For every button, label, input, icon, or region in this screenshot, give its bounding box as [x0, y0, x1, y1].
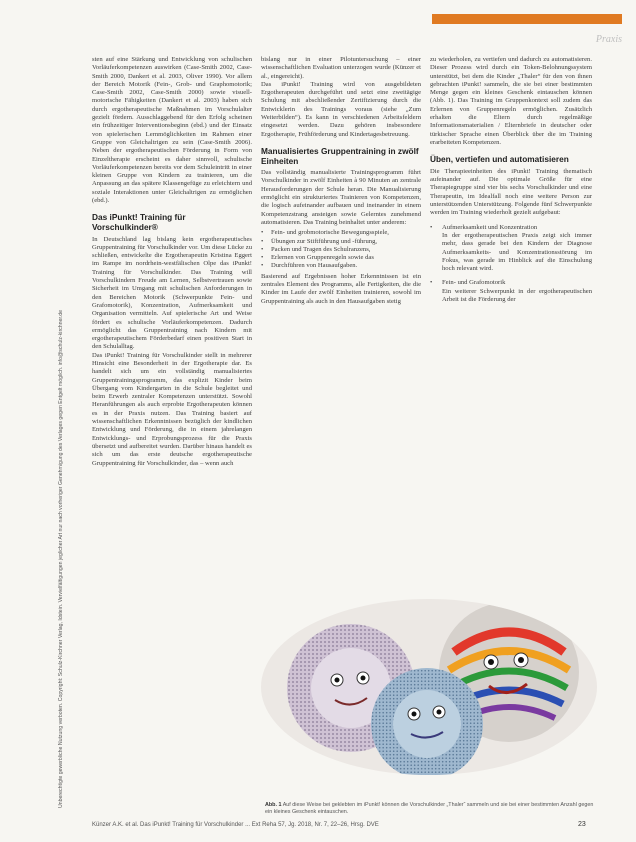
list-item-heading: • Aufmerksamkeit und Konzentration — [430, 224, 592, 232]
footer-citation: Künzer A.K. et al. Das iPunkt! Training für Vorschulkinder ... Ext Reha 57, Jg. 2018, Nr. 7, 22–26, Hrsg. DVE — [92, 822, 379, 828]
bullet-block — [430, 279, 592, 304]
bullet-block — [430, 224, 592, 274]
page-number: 23 — [578, 821, 586, 828]
text-column-1 — [92, 56, 252, 468]
list-item-body: Ein weiterer Schwerpunkt in der ergotherapeutischen Arbeit ist die Förderung der — [442, 287, 592, 304]
paragraph: Die Therapieeinheiten des iPunkt! Training thematisch aufeinander auf. Die optimale Größe für eine Therapiegruppe sind vier bis sechs Vorschulkinder und eine Therapeutin, im Idealfall noch eine weitere Person zur unterstützenden Unterstützung. Folgende fünf Schwerpunkte werden im Training wiederholt gezielt aufgebaut: — [430, 167, 592, 217]
section-heading: Manualisiertes Gruppentraining in zwölf Einheiten — [261, 145, 419, 166]
copyright-notice: Unberechtigte gewerbliche Nutzung verboten. Copyright: Schulz-Kirchner Verlag, Idstein. Vervielfältigungen jeglicher Art nur nach vorheriger Genehmigung des Verlages gegen Entgelt möglich. info@schulz-kirchner.de — [58, 309, 64, 808]
paragraph: bislang nur in einer Pilotuntersuchung – einer wissenschaftlichen Evaluation unterzogen wurde (Künzer et al., eingereicht). — [261, 56, 421, 80]
list-item: • Durchführen von Hausaufgaben. — [261, 262, 421, 270]
section-heading: Üben, vertiefen und automatisieren — [430, 154, 569, 165]
list-item: • Fein- und grobmotorische Bewegungsspiele, — [261, 229, 421, 237]
list-item-heading: • Fein- und Grafomotorik — [430, 279, 592, 287]
list-item: • Erlernen von Gruppenregeln sowie das — [261, 254, 421, 262]
bullet-list — [261, 229, 421, 270]
paragraph: Das iPunkt! Training für Vorschulkinder stellt in mehrerer Hinsicht eine Besonderheit in der Ergotherapie dar. Es handelt sich um ein vollständig manualisiertes Gruppentrainingsprogramm, das explizit Kinder beim Übergang vom Kindergarten in die Schule begleitet und beim Erwerb zentraler Kompetenzen unterstützt. Sowohl Heranführungen als auch erprobte Ergotherapeuten können es in der Praxis nutzen. Das Training basiert auf wissenschaftlichen Erkenntnissen bezüglich der kindlichen Entwicklung und Förderung, die in einem jahrelangen Entwicklungs- und Erprobungsprozess für die Praxis übersetzt und aufbereitet wurden. Darüber hinaus handelt es sich um das erste deutsche ergotherapeutische Gruppentraining für Vorschulkinder, das – wenn auch — [92, 351, 252, 467]
paragraph: Das vollständig manualisierte Trainingsprogramm führt Vorschulkinder in zwölf Einheiten à 90 Minuten an zentrale Herausforderungen der Schule heran. Die Manualisierung ermöglicht ein strukturiertes Trainieren von Kompetenzen, die logisch aufeinander aufbauen und ineinander in einem Kompetenzstrang ansteigen sowie Gelerntes zunehmend automatisieren. Das Training beinhaltet unter anderem: — [261, 169, 421, 226]
figure-photo — [259, 592, 599, 822]
header-band — [432, 14, 622, 24]
text-column-2 — [261, 56, 421, 306]
figure-caption — [265, 802, 595, 816]
list-item: • Übungen zur Stiftführung und -führung, — [261, 238, 421, 246]
caption-label: Abb. 1 — [265, 802, 282, 808]
paragraph: Das iPunkt! Training wird von ausgebildeten Ergotherapeuten durchgeführt und setzt eine zweitägige Schulung mit abschließender Zertifizierung durch die Entwicklerin des Trainings voraus (siehe „Zum Weiterbilden“). Es kann in verschiedenen Arbeitsfeldern eingesetzt werden. Dazu gehören insbesondere Ergotherapie, Frühförderung und Kindertagesbetreuung. — [261, 80, 421, 138]
paragraph: In Deutschland lag bislang kein ergotherapeutisches Gruppentraining für Vorschulkinder vor. Um diese Lücke zu schließen, entwickelte die Ergotherapeutin Kristina Eggert im Rampe im nordrhein-westfälischen Olpe das iPunkt! Training für Vorschulkinder. Das Training will Vorschulkindern Freude am Lernen, Selbstvertrauen sowie Sicherheit im Umgang mit schulischen Anforderungen in den Bereichen Motorik (Schwerpunkte Fein- und Grafomotorik), Konzentration, Aufmerksamkeit und Organisation vermitteln. Auf spielerische Art und Weise fördert es schulische Vorläuferkompetenzen. Dadurch ermöglicht das Gruppentraining nach Kindern mit ergotherapeutischem Förderbedarf einen positiven Start in den Schulalltag. — [92, 235, 252, 351]
text-column-3 — [430, 56, 592, 310]
section-label: Praxis — [595, 34, 622, 45]
paragraph: Basierend auf Ergebnissen hoher Erkenntnissen ist ein zentrales Element des Programms, alle Fertigkeiten, die die Kinder im Laufe der zwölf Einheiten trainieren, sowohl im Gruppentraining als auch in den Hausaufgaben stetig — [261, 272, 421, 305]
list-item: • Packen und Tragen des Schulranzens, — [261, 246, 421, 254]
section-heading: Das iPunkt! Training für Vorschulkinder® — [92, 212, 186, 232]
list-item-body: In der ergotherapeutischen Praxis zeigt sich immer mehr, dass gerade bei den Kindern der Diagnose Aufmerksamkeits- und Konzentrationsstörung im Fokus, was gerade im Hinblick auf die Einschulung hoch relevant wird. — [442, 231, 592, 273]
paragraph: zu wiederholen, zu vertiefen und dadurch zu automatisieren. Dieser Prozess wird durch ein Token-Belohnungssystem unterstützt, bei dem die Kinder „Thaler“ für den von ihnen gebrachten iPunkt! sammeln, die sie bei einer bestimmten Menge gegen ein kleines Geschenk eintauschen können (Abb. 1). Das Training im Gruppenkontext soll zudem das Erlernen von Gruppenregeln ermöglichen. Zusätzlich erhalten die Eltern durch regelmäßige Informationsmaterialien / Elternbriefe in deutscher oder türkischer Sprache einen Überblick über die im Training erarbeiteten Kompetenzen. — [430, 56, 592, 146]
paragraph: sten auf eine Stärkung und Entwicklung von schulischen Vorläuferkompetenzen auswirken (Case-Smith 2002, Case-Smith 2000, Dankert et al. 2003, Oliver 1990). Vor allem der Bereich Motorik (Fein-, Grob- und Graphomotorik; Case-Smith 2002, Case-Smith 2000) sowie visuell-motorische Fähigkeiten (Dankert et al. 2003) haben sich durch ergotherapeutische Maßnahmen im Vorschulalter gezielt fördern. Ausschlaggebend für den Erfolg scheinen ein frühzeitiger Interventionsbeginn (ebd.) und der Einsatz von spielerischen Lernmöglichkeiten im Rahmen einer Gruppe von Gleichaltrigen zu sein (Case-Smith 2006). Neben der ergotherapeutischen Förderung in Form von Einzeltherapie erscheint es daher sinnvoll, schulische Vorläuferkompetenzen bereits vor dem Schuleintritt in einer kleinen Gruppe von Kindern zu trainieren, um die Anpassung an das spätere Klassengefüge zu erleichtern und soziale Interaktionen unter Gleichaltrigen zu ermöglichen (ebd.). — [92, 56, 252, 205]
caption-text: Auf diese Weise bei geklebten im iPunkt! können die Vorschulkinder „Thaler“ sammeln und sie bei einer bestimmten Anzahl gegen ein kleines Geschenk eintauschen. — [265, 802, 594, 815]
